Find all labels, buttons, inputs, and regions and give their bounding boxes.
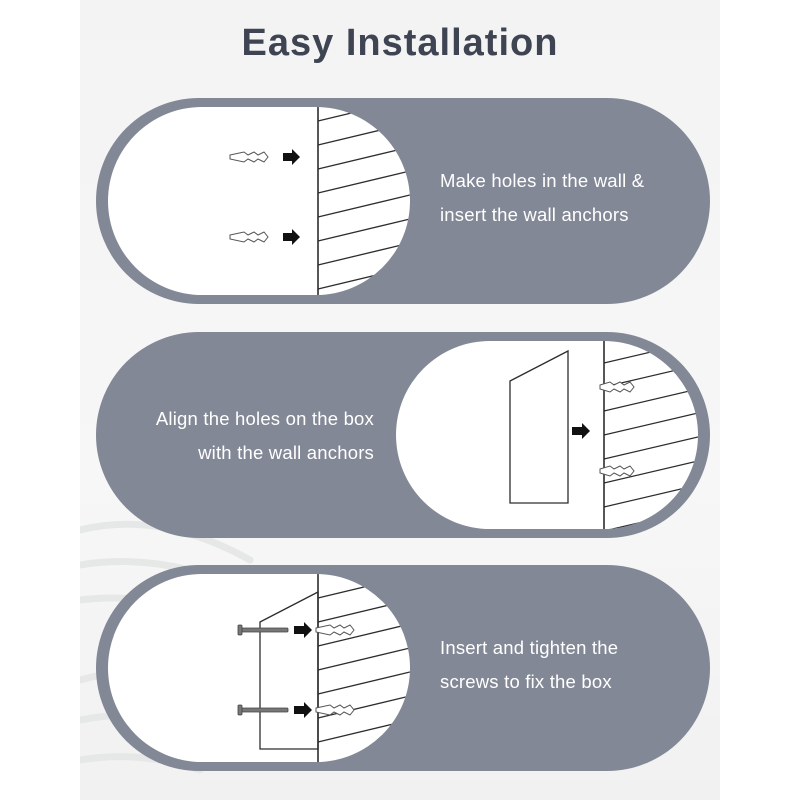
step-2-card bbox=[96, 332, 710, 538]
step-2-text: Align the holes on the box with the wall anchors bbox=[155, 408, 374, 463]
page-title: Easy Installation bbox=[241, 22, 559, 64]
arrow-right-icon bbox=[572, 423, 590, 439]
step-3-illustration bbox=[108, 574, 410, 762]
wall-anchor-icon bbox=[230, 152, 268, 242]
step-1-text: Make holes in the wall & insert the wall anchors bbox=[440, 170, 645, 225]
box-outline-icon bbox=[260, 592, 318, 749]
wall-hatch bbox=[318, 574, 410, 762]
wall-hatch bbox=[318, 107, 410, 295]
wall-hatch bbox=[604, 341, 698, 529]
step-2-illustration bbox=[396, 341, 698, 529]
step-1-card bbox=[96, 98, 710, 304]
step-3-card bbox=[96, 565, 710, 771]
box-outline-icon bbox=[510, 351, 568, 503]
arrow-right-icon bbox=[283, 149, 300, 245]
step-1-illustration bbox=[108, 107, 410, 295]
step-3-text: Insert and tighten the screws to fix the box bbox=[440, 637, 619, 692]
